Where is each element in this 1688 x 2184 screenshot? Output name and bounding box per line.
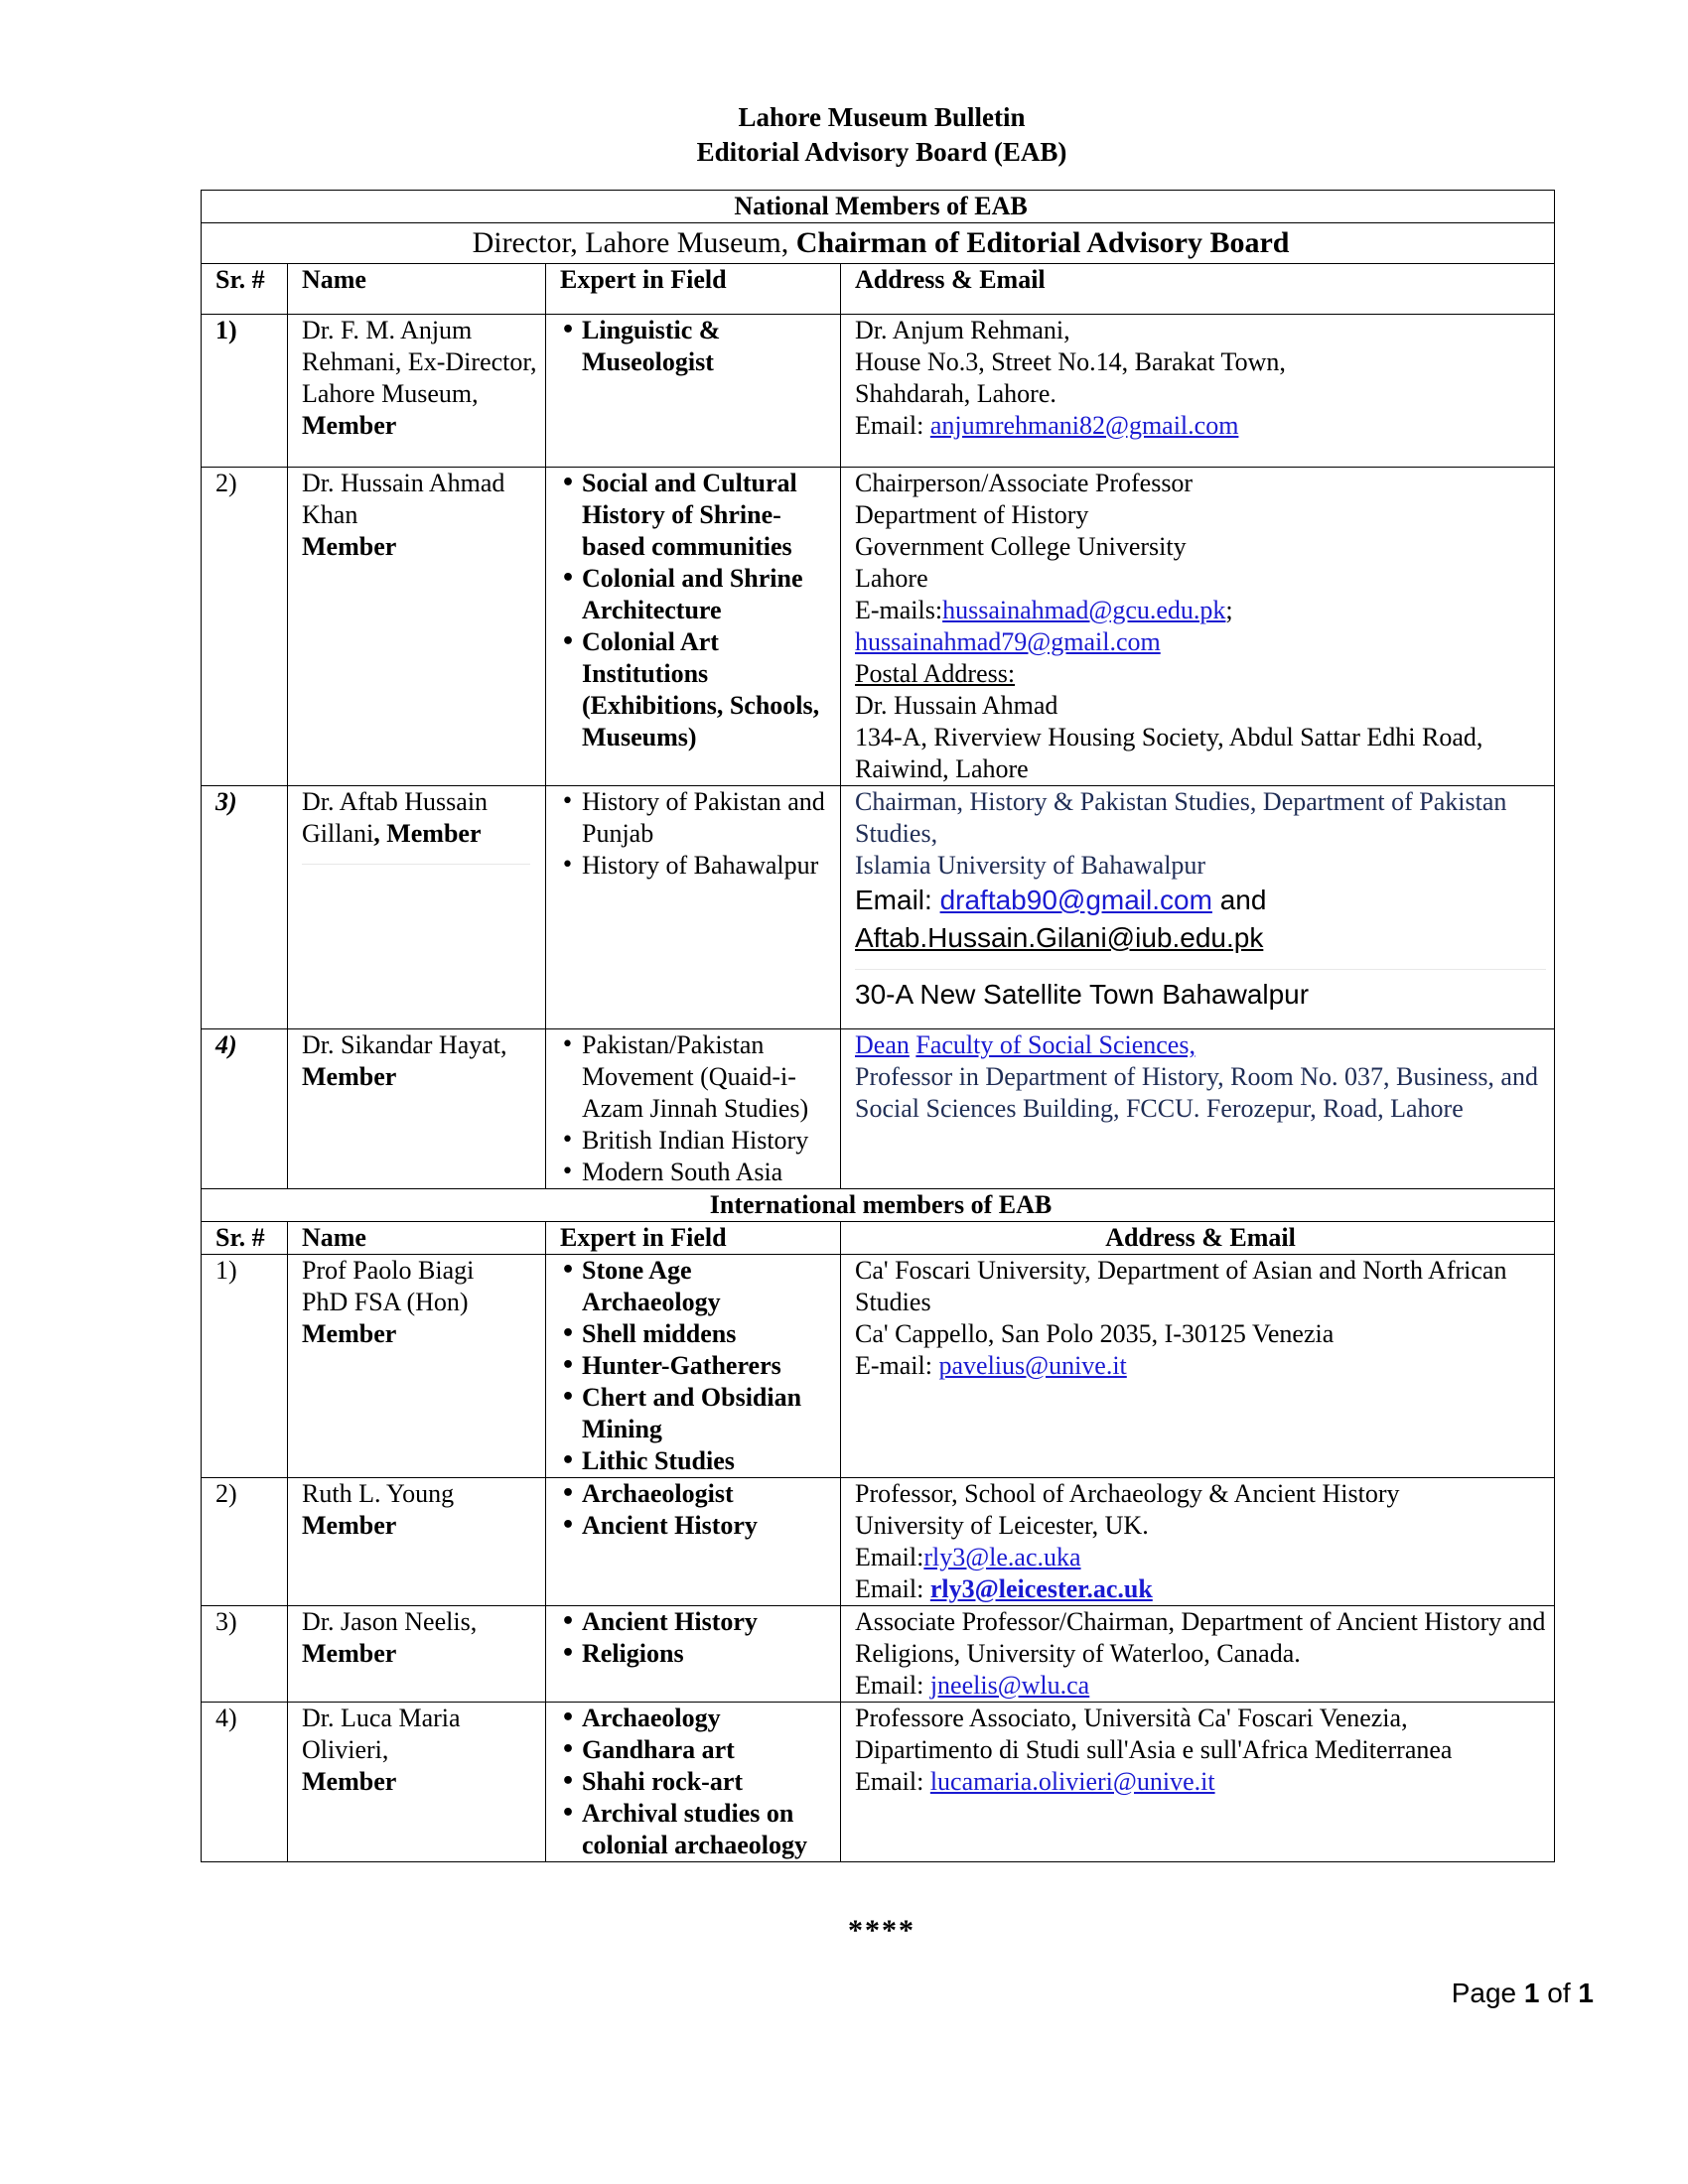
postal-label: Postal Address:: [855, 659, 1016, 688]
col-header-address: Address & Email: [841, 1222, 1555, 1255]
col-header-name: Name: [288, 1222, 546, 1255]
expertise-item: • Pakistan/Pakistan Movement (Quaid-i-Azam Jinnah Studies): [582, 1029, 832, 1125]
serial-number: 1): [202, 1255, 288, 1478]
serial-number: 1): [202, 315, 288, 468]
address-line: Associate Professor/Chairman, Department of Ancient History and Religions, University of Waterloo, Canada.: [855, 1607, 1546, 1668]
member-name: Dr. Hussain Ahmad Khan: [302, 469, 505, 529]
email-line: [855, 410, 1546, 442]
email-line: [855, 595, 1546, 626]
email-line: [855, 882, 1546, 919]
col-header-sr: Sr. #: [202, 264, 288, 315]
email-label: Email:: [855, 885, 932, 915]
page-current: 1: [1523, 1978, 1540, 2008]
chairman-row: [202, 223, 1555, 264]
expertise-item: • History of Bahawalpur: [582, 850, 832, 882]
col-header-field: Expert in Field: [546, 264, 841, 315]
table-row: [202, 1703, 1555, 1862]
expertise-list: [560, 1606, 832, 1670]
expertise-list: [560, 1703, 832, 1861]
end-marker: ****: [848, 1914, 915, 1947]
address-line: Department of History: [855, 500, 1089, 529]
address-line: Government College University: [855, 532, 1187, 561]
email-label: Email:: [855, 411, 924, 440]
expertise-item: • Colonial and Shrine Architecture: [582, 563, 832, 626]
address-line: University of Leicester, UK.: [855, 1511, 1149, 1540]
address-line: Chairperson/Associate Professor: [855, 469, 1194, 497]
email-line: [855, 1350, 1546, 1382]
email-line: [855, 1542, 1546, 1573]
expertise-cell: [546, 468, 841, 786]
table-row: [202, 786, 1555, 1029]
email-link[interactable]: rly3@le.ac.uka: [923, 1543, 1081, 1571]
member-name-cell: [288, 786, 546, 1029]
address-line: Ca' Foscari University, Department of Asian and North African Studies: [855, 1256, 1507, 1316]
expertise-list: [560, 315, 832, 378]
address-cell: [841, 1703, 1555, 1862]
member-name: Dr. Aftab Hussain Gillani: [302, 787, 489, 848]
serial-number: 2): [202, 468, 288, 786]
email-link-secondary[interactable]: hussainahmad79@gmail.com: [855, 627, 1161, 656]
email-label: E-mails:: [855, 596, 943, 624]
address-line: Ca' Cappello, San Polo 2035, I-30125 Venezia: [855, 1319, 1335, 1348]
expertise-cell: [546, 1703, 841, 1862]
chairman-title: Chairman of Editorial Advisory Board: [795, 226, 1290, 259]
address-cell: [841, 1029, 1555, 1189]
international-heading-row: [202, 1189, 1555, 1222]
email-line: [855, 1766, 1546, 1798]
expertise-item: • Archaeologist: [582, 1478, 832, 1510]
international-header-row: [202, 1222, 1555, 1255]
address-cell: [841, 1255, 1555, 1478]
member-role: , Member: [373, 819, 482, 848]
document-title: Lahore Museum Bulletin: [738, 102, 1026, 132]
member-name: Dr. Luca Maria Olivieri,: [302, 1704, 461, 1764]
address-line: Professore Associato, Università Ca' Foscari Venezia, Dipartimento di Studi sull'Asia e sull'Africa Mediterranea: [855, 1704, 1453, 1764]
chairman-prefix: Director, Lahore Museum,: [472, 226, 789, 259]
national-heading: National Members of EAB: [202, 191, 1555, 223]
member-name: Prof Paolo Biagi: [302, 1256, 475, 1285]
faint-divider: [855, 969, 1546, 970]
email-link[interactable]: hussainahmad@gcu.edu.pk: [942, 596, 1226, 624]
expertise-item: • Archaeology: [582, 1703, 832, 1734]
expertise-item: • Ancient History: [582, 1510, 832, 1542]
expertise-item: • Modern South Asia: [582, 1157, 832, 1188]
page-prefix: Page: [1451, 1978, 1517, 2008]
international-heading: International members of EAB: [202, 1189, 1555, 1222]
document-subtitle: Editorial Advisory Board (EAB): [696, 137, 1067, 167]
expertise-cell: [546, 786, 841, 1029]
member-role: Member: [302, 532, 397, 561]
email-line: [855, 1573, 1546, 1605]
email-link[interactable]: lucamaria.olivieri@unive.it: [929, 1767, 1215, 1796]
expertise-item: • Archival studies on colonial archaeology: [582, 1798, 832, 1861]
chairman-cell: [202, 223, 1555, 264]
member-role: Member: [302, 1511, 397, 1540]
expertise-list: [560, 468, 832, 753]
email-link[interactable]: draftab90@gmail.com: [939, 885, 1212, 915]
expertise-list: [560, 1255, 832, 1477]
member-name-cell: [288, 468, 546, 786]
expertise-cell: [546, 1606, 841, 1703]
postal-line: 30-A New Satellite Town Bahawalpur: [855, 979, 1310, 1010]
member-credentials: PhD FSA (Hon): [302, 1288, 469, 1316]
address-line: Professor, School of Archaeology & Ancient History: [855, 1479, 1400, 1508]
serial-number: 4): [202, 1029, 288, 1189]
member-role: Member: [302, 1319, 397, 1348]
table-row: [202, 1029, 1555, 1189]
member-role: Member: [302, 1062, 397, 1091]
page-of: of: [1547, 1978, 1571, 2008]
col-header-name: Name: [288, 264, 546, 315]
expertise-item: • Hunter-Gatherers: [582, 1350, 832, 1382]
eab-table: [201, 190, 1555, 1862]
serial-number: 3): [202, 1606, 288, 1703]
email-link[interactable]: pavelius@unive.it: [938, 1351, 1127, 1380]
expertise-item: • Lithic Studies: [582, 1445, 832, 1477]
table-row: [202, 1255, 1555, 1478]
address-line: Dr. Anjum Rehmani,: [855, 316, 1070, 344]
address-line: Lahore: [855, 564, 928, 593]
expertise-item: • Chert and Obsidian Mining: [582, 1382, 832, 1445]
email-label: Email:: [855, 1767, 924, 1796]
member-name-cell: [288, 1255, 546, 1478]
email-link[interactable]: jneelis@wlu.ca: [929, 1671, 1090, 1700]
table-row: [202, 468, 1555, 786]
address-line: Islamia University of Bahawalpur: [855, 851, 1206, 880]
expertise-cell: [546, 1478, 841, 1606]
address-cell: [841, 1606, 1555, 1703]
address-line: Shahdarah, Lahore.: [855, 379, 1056, 408]
page-number: [1452, 1978, 1594, 2009]
serial-number: 2): [202, 1478, 288, 1606]
expertise-list: [560, 1478, 832, 1542]
expertise-item: • History of Pakistan and Punjab: [582, 786, 832, 850]
email-line: [855, 1670, 1546, 1702]
member-role: Member: [302, 411, 397, 440]
address-text: Professor in Department of History, Room No. 037, Business, and Social Sciences Building, FCCU. Ferozepur, Road, Lahore: [855, 1062, 1538, 1123]
expertise-list: [560, 786, 832, 882]
member-name: Dr. Jason Neelis,: [302, 1607, 478, 1636]
postal-line: Dr. Hussain Ahmad: [855, 691, 1058, 720]
expertise-item: • Colonial Art Institutions (Exhibitions, Schools, Museums): [582, 626, 832, 753]
email-label: Email:: [855, 1671, 924, 1700]
address-cell: [841, 468, 1555, 786]
address-cell: [841, 315, 1555, 468]
col-header-sr: Sr. #: [202, 1222, 288, 1255]
expertise-cell: [546, 1029, 841, 1189]
expertise-cell: [546, 315, 841, 468]
member-name: Ruth L. Young: [302, 1479, 455, 1508]
national-header-row: [202, 264, 1555, 315]
member-role: Member: [302, 1639, 397, 1668]
page-total: 1: [1578, 1978, 1594, 2008]
expertise-item: • Shahi rock-art: [582, 1766, 832, 1798]
expertise-item: • Ancient History: [582, 1606, 832, 1638]
email-separator: ;: [1225, 596, 1233, 624]
col-header-address: Address & Email: [841, 264, 1555, 315]
table-row: [202, 1478, 1555, 1606]
expertise-item: • Social and Cultural History of Shrine-based communities: [582, 468, 832, 563]
expertise-list: [560, 1029, 832, 1188]
email-label: Email:: [855, 1543, 924, 1571]
postal-line: 134-A, Riverview Housing Society, Abdul Sattar Edhi Road, Raiwind, Lahore: [855, 723, 1483, 783]
table-row: [202, 315, 1555, 468]
email-label: Email:: [855, 1574, 924, 1603]
col-header-field: Expert in Field: [546, 1222, 841, 1255]
expertise-item: • Religions: [582, 1638, 832, 1670]
email-label: E-mail:: [855, 1351, 932, 1380]
serial-number: 4): [202, 1703, 288, 1862]
expertise-cell: [546, 1255, 841, 1478]
expertise-item: • Gandhara art: [582, 1734, 832, 1766]
expertise-item: • British Indian History: [582, 1125, 832, 1157]
member-name: Dr. F. M. Anjum Rehmani, Ex-Director, Lahore Museum,: [302, 316, 537, 408]
member-name-cell: [288, 1029, 546, 1189]
expertise-item: • Shell middens: [582, 1318, 832, 1350]
address-cell: [841, 786, 1555, 1029]
address-cell: [841, 1478, 1555, 1606]
serial-number: 3): [202, 786, 288, 1029]
faint-divider: [302, 864, 530, 865]
member-name: Dr. Sikandar Hayat,: [302, 1030, 507, 1059]
member-role: Member: [302, 1767, 397, 1796]
address-line: House No.3, Street No.14, Barakat Town,: [855, 347, 1286, 376]
member-name-cell: [288, 1703, 546, 1862]
table-row: [202, 1606, 1555, 1703]
email-link[interactable]: anjumrehmani82@gmail.com: [929, 411, 1239, 440]
expertise-item: • Stone Age Archaeology: [582, 1255, 832, 1318]
national-heading-row: [202, 191, 1555, 223]
member-name-cell: [288, 315, 546, 468]
email-link-secondary[interactable]: rly3@leicester.ac.uk: [929, 1574, 1153, 1603]
dean-link[interactable]: Dean: [855, 1030, 910, 1059]
expertise-item: • Linguistic & Museologist: [582, 315, 832, 378]
email-separator: and: [1219, 885, 1267, 915]
member-name-cell: [288, 1478, 546, 1606]
email-link-secondary[interactable]: Aftab.Hussain.Gilani@iub.edu.pk: [855, 922, 1264, 953]
address-line: Chairman, History & Pakistan Studies, Department of Pakistan Studies,: [855, 787, 1507, 848]
member-name-cell: [288, 1606, 546, 1703]
faculty-link[interactable]: Faculty of Social Sciences,: [915, 1030, 1196, 1059]
